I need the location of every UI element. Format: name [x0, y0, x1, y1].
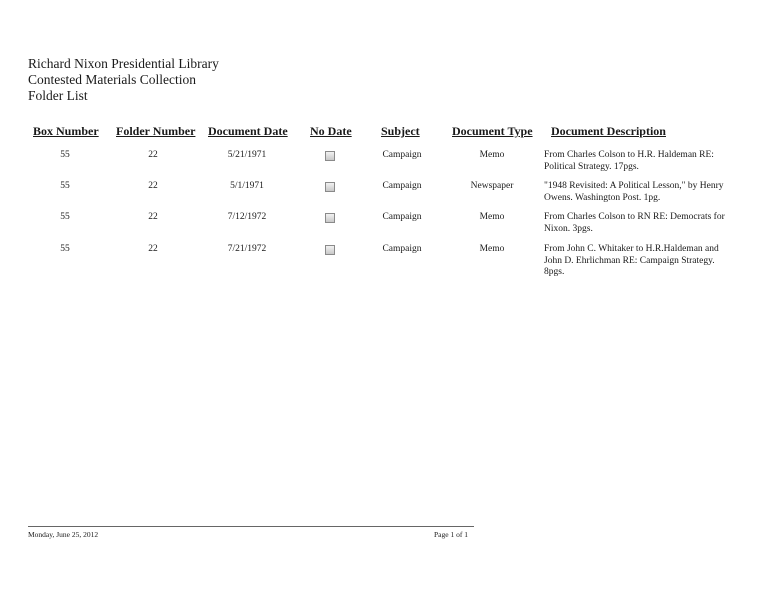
- document-description-cell: From Charles Colson to RN RE: Democrats for Nixon. 3pgs.: [544, 212, 725, 234]
- box-number-cell: 55: [60, 212, 70, 222]
- folder-number-cell: 22: [148, 212, 158, 222]
- footer-date: Monday, June 25, 2012: [28, 530, 99, 539]
- document-description-cell: "1948 Revisited: A Political Lesson," by Henry Owens. Washington Post. 1pg.: [544, 181, 724, 203]
- document-date-cell: 5/1/1971: [230, 181, 264, 191]
- footer-divider: [28, 526, 474, 527]
- folder-number-cell: 22: [148, 244, 158, 254]
- no-date-checkbox[interactable]: [325, 213, 335, 223]
- document-type-cell: Memo: [479, 244, 505, 254]
- subject-cell: Campaign: [382, 150, 422, 160]
- box-number-cell: 55: [60, 150, 70, 160]
- report-header: [28, 56, 219, 104]
- collection-title: Contested Materials Collection: [28, 72, 196, 87]
- column-header-subject: Subject: [381, 124, 420, 138]
- document-type-cell: Memo: [479, 212, 505, 222]
- box-number-cell: 55: [60, 181, 70, 191]
- document-description-cell: From Charles Colson to H.R. Haldeman RE: Political Strategy. 17pgs.: [544, 150, 714, 172]
- subject-cell: Campaign: [382, 181, 422, 191]
- document-date-cell: 7/21/1972: [227, 244, 267, 254]
- library-title: Richard Nixon Presidential Library: [28, 56, 219, 71]
- footer-page-number: Page 1 of 1: [434, 530, 468, 539]
- document-type-cell: Newspaper: [470, 181, 514, 191]
- folder-number-cell: 22: [148, 181, 158, 191]
- folder-number-cell: 22: [148, 150, 158, 160]
- column-header-folder-number: Folder Number: [116, 124, 196, 138]
- column-header-document-date: Document Date: [208, 124, 288, 138]
- document-description-cell: From John C. Whitaker to H.R.Haldeman and John D. Ehrlichman RE: Campaign Strategy. 8pgs.: [544, 244, 719, 277]
- subject-cell: Campaign: [382, 212, 422, 222]
- no-date-checkbox[interactable]: [325, 182, 335, 192]
- document-type-cell: Memo: [479, 150, 505, 160]
- column-header-no-date: No Date: [310, 124, 352, 138]
- no-date-checkbox[interactable]: [325, 151, 335, 161]
- box-number-cell: 55: [60, 244, 70, 254]
- column-header-document-description: Document Description: [551, 124, 666, 138]
- subject-cell: Campaign: [382, 244, 422, 254]
- no-date-checkbox[interactable]: [325, 245, 335, 255]
- column-header-box-number: Box Number: [33, 124, 99, 138]
- document-date-cell: 7/12/1972: [227, 212, 267, 222]
- document-date-cell: 5/21/1971: [227, 150, 267, 160]
- column-header-document-type: Document Type: [452, 124, 533, 138]
- report-title: Folder List: [28, 88, 88, 103]
